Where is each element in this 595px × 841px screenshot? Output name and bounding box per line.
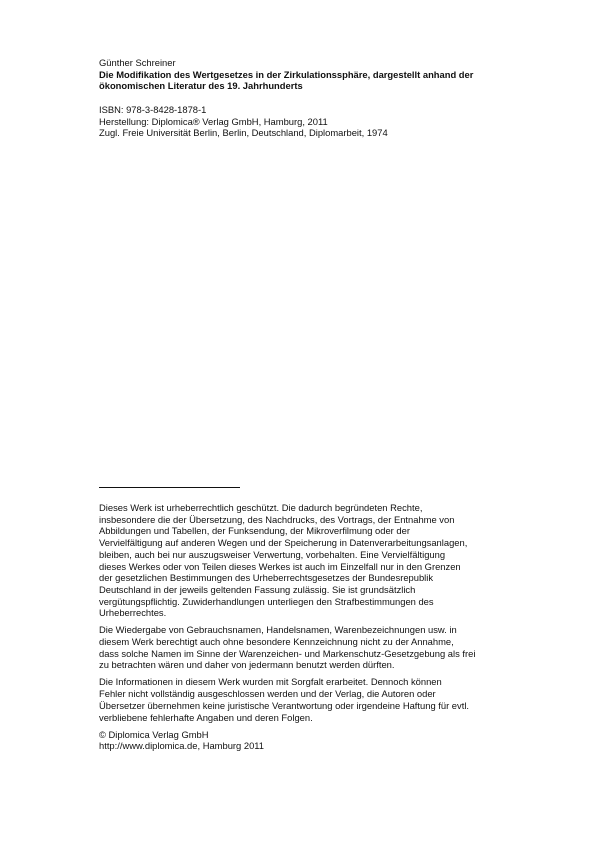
paragraph-line: insbesondere die der Übersetzung, des Nachdrucks, des Vortrags, der Entnahme von <box>99 513 455 525</box>
book-title <box>99 69 529 92</box>
trademark-paragraph <box>99 624 521 671</box>
paragraph-line: Die Wiedergabe von Gebrauchsnamen, Handelsnamen, Warenbezeichnungen usw. in <box>99 624 457 636</box>
paragraph-line: Deutschland in der jeweils geltenden Fassung zulässig. Sie ist grundsätzlich <box>99 583 416 595</box>
publisher-copyright <box>99 729 521 752</box>
author-name: Günther Schreiner <box>99 57 176 68</box>
paragraph-line: Dieses Werk ist urheberrechtlich geschützt. Die dadurch begründeten Rechte, <box>99 502 423 513</box>
publisher-url-line: http://www.diplomica.de, Hamburg 2011 <box>99 740 265 752</box>
paragraph-line: der gesetzlichen Bestimmungen des Urheberrechtsgesetzes der Bundesrepublik <box>99 572 434 584</box>
paragraph-line: Abbildungen und Tabellen, der Funksendung, der Mikroverfilmung oder der <box>99 525 410 537</box>
paragraph-line: verbliebene fehlerhafte Angaben und deren Folgen. <box>99 711 313 723</box>
bibliographic-header <box>99 57 529 139</box>
isbn-line: ISBN: 978-3-8428-1878-1 <box>99 103 207 115</box>
paragraph-line: dieses Werkes oder von Teilen dieses Werkes ist auch im Einzelfall nur in den Grenzen <box>99 560 461 572</box>
paragraph-line: diesem Werk berechtigt auch ohne besondere Kennzeichnung nicht zu der Annahme, <box>99 636 454 648</box>
paragraph-line: dass solche Namen im Sinne der Warenzeichen- und Markenschutz-Gesetzgebung als frei <box>99 647 476 659</box>
book-title-line: Die Modifikation des Wertgesetzes in der Zirkulationssphäre, dargestellt anhand der <box>99 68 474 80</box>
paragraph-line: bleiben, auch bei nur auszugsweiser Verwertung, vorbehalten. Eine Vervielfältigung <box>99 548 446 560</box>
liability-paragraph <box>99 676 521 723</box>
production-line: Herstellung: Diplomica® Verlag GmbH, Hamburg, 2011 <box>99 115 328 127</box>
paragraph-line: Fehler nicht vollständig ausgeschlossen werden und der Verlag, die Autoren oder <box>99 688 436 700</box>
book-title-line: ökonomischen Literatur des 19. Jahrhunderts <box>99 80 303 92</box>
copyright-paragraph <box>99 502 521 619</box>
paragraph-line: Übersetzer übernehmen keine juristische Verantwortung oder irgendeine Haftung für evtl. <box>99 699 470 711</box>
paragraph-line: Die Informationen in diesem Werk wurden mit Sorgfalt erarbeitet. Dennoch können <box>99 676 442 688</box>
bibliographic-details <box>99 104 529 139</box>
thesis-note-line: Zugl. Freie Universität Berlin, Berlin, Deutschland, Diplomarbeit, 1974 <box>99 127 388 139</box>
paragraph-line: vergütungspflichtig. Zuwiderhandlungen unterliegen den Strafbestimmungen des <box>99 595 434 607</box>
paragraph-line: Urheberrechtes. <box>99 607 167 619</box>
publisher-copyright-line: © Diplomica Verlag GmbH <box>99 728 209 740</box>
legal-notice <box>99 502 521 752</box>
paragraph-line: zu betrachten wären und daher von jedermann benutzt werden dürften. <box>99 659 395 671</box>
separator-rule <box>99 487 240 488</box>
paragraph-line: Vervielfältigung auf anderen Wegen und der Speicherung in Datenverarbeitungsanlagen, <box>99 537 468 549</box>
